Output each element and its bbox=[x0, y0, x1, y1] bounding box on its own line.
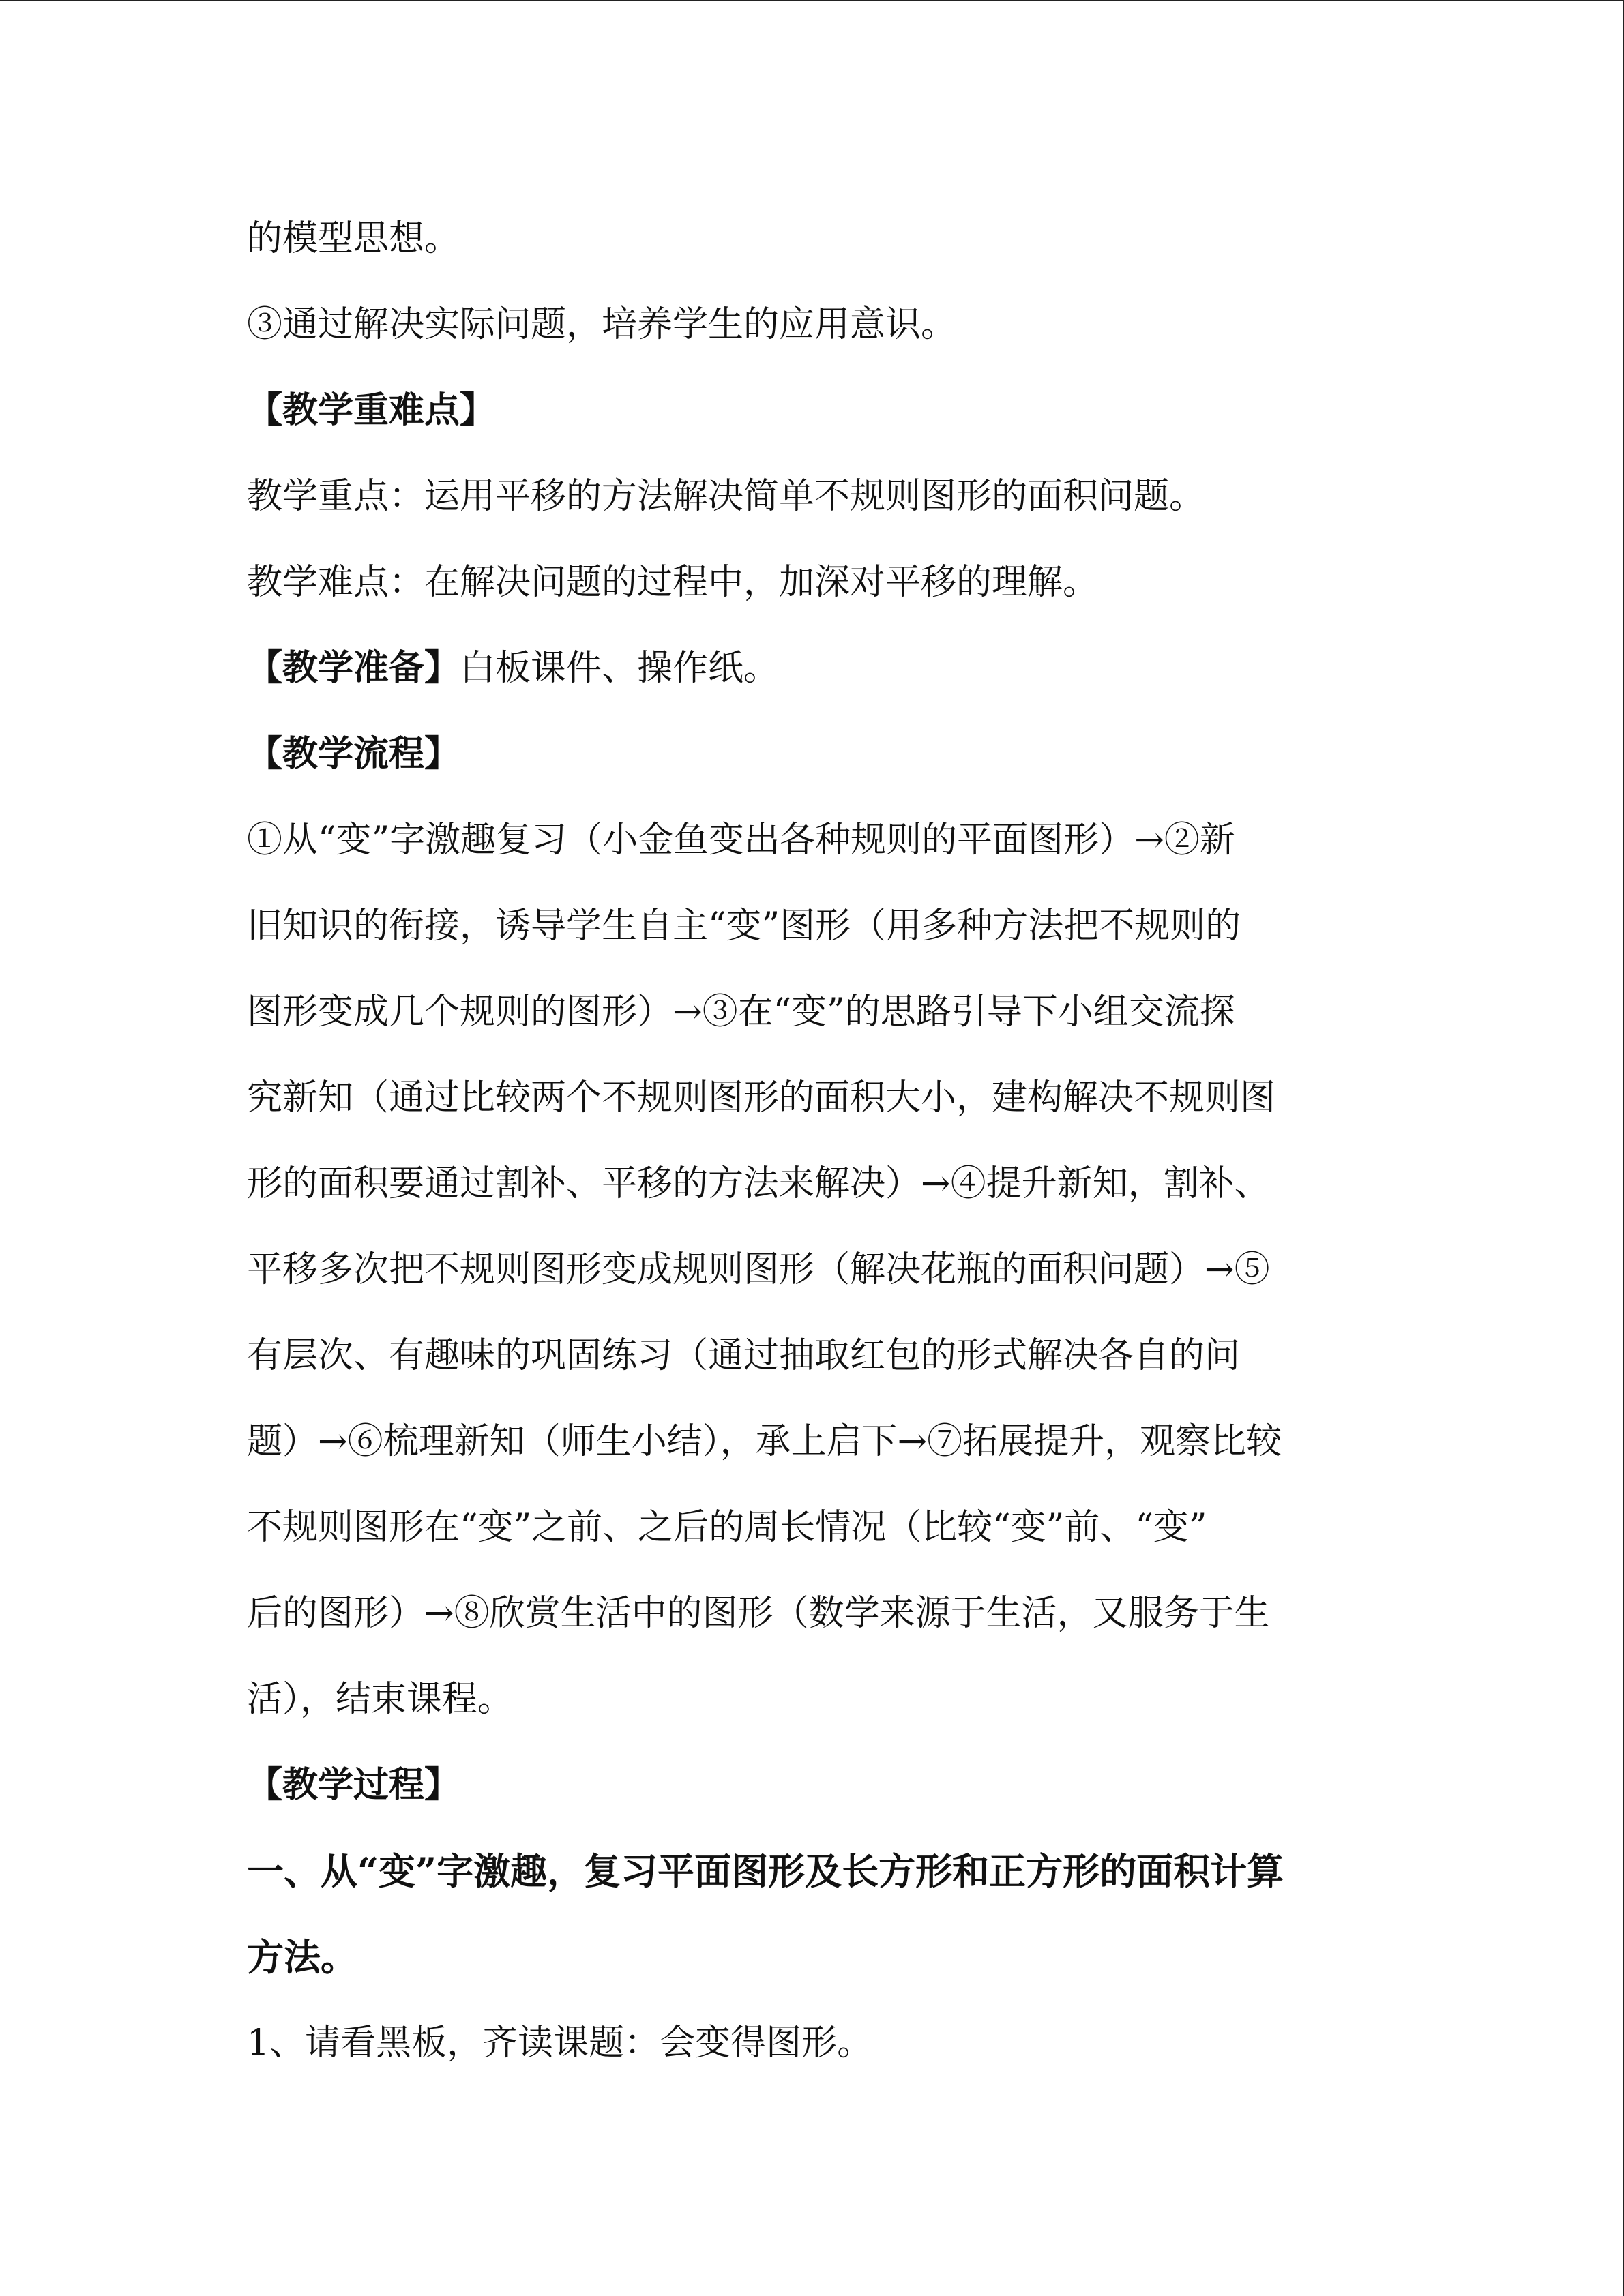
text-line-flow-11: 活），结束课程。 bbox=[247, 1679, 514, 1720]
section-heading-key-difficult-points: 【教学重难点】 bbox=[247, 389, 496, 431]
text-line-flow-9: 不规则图形在“变”之前、之后的周长情况（比较“变”前、“变” bbox=[247, 1507, 1207, 1548]
text-line-flow-3: 图形变成几个规则的图形）→③在“变”的思路引导下小组交流探 bbox=[247, 992, 1235, 1032]
subsection-heading-1: 一、从“变”字激趣，复习平面图形及长方形和正方形的面积计算 bbox=[247, 1849, 1284, 1893]
text-line-preparation bbox=[247, 644, 779, 693]
text-line-flow-7: 有层次、有趣味的巩固练习（通过抽取红包的形式解决各自的问 bbox=[247, 1335, 1241, 1376]
text-line-flow-4: 究新知（通过比较两个不规则图形的面积大小，建构解决不规则图 bbox=[247, 1077, 1276, 1118]
text-line-step-1: 1、请看黑板，齐读课题：会变得图形。 bbox=[247, 2023, 873, 2063]
section-heading-preparation: 【教学准备】 bbox=[247, 647, 460, 689]
text-line-model-thinking: 的模型思想。 bbox=[247, 218, 460, 259]
subsection-heading-1-cont: 方法。 bbox=[247, 1935, 357, 1979]
section-heading-teaching-process: 【教学过程】 bbox=[247, 1764, 460, 1806]
text-line-key-point: 教学重点：运用平移的方法解决简单不规则图形的面积问题。 bbox=[247, 476, 1205, 517]
text-line-flow-5: 形的面积要通过割补、平移的方法来解决）→④提升新知，割补、 bbox=[247, 1163, 1270, 1204]
text-line-flow-8: 题）→⑥梳理新知（师生小结），承上启下→⑦拓展提升，观察比较 bbox=[247, 1421, 1282, 1462]
text-line-objective-3: ③通过解决实际问题，培养学生的应用意识。 bbox=[247, 304, 957, 345]
section-heading-teaching-flow: 【教学流程】 bbox=[247, 733, 460, 775]
text-line-flow-2: 旧知识的衔接，诱导学生自主“变”图形（用多种方法把不规则的 bbox=[247, 906, 1241, 946]
text-line-flow-6: 平移多次把不规则图形变成规则图形（解决花瓶的面积问题）→⑤ bbox=[247, 1249, 1270, 1290]
text-line-flow-10: 后的图形）→⑧欣赏生活中的图形（数学来源于生活，又服务于生 bbox=[247, 1593, 1270, 1634]
text-line-difficult-point: 教学难点：在解决问题的过程中，加深对平移的理解。 bbox=[247, 562, 1099, 603]
preparation-content: 白板课件、操作纸。 bbox=[460, 648, 780, 689]
text-line-flow-1: ①从“变”字激趣复习（小金鱼变出各种规则的平面图形）→②新 bbox=[247, 820, 1235, 861]
